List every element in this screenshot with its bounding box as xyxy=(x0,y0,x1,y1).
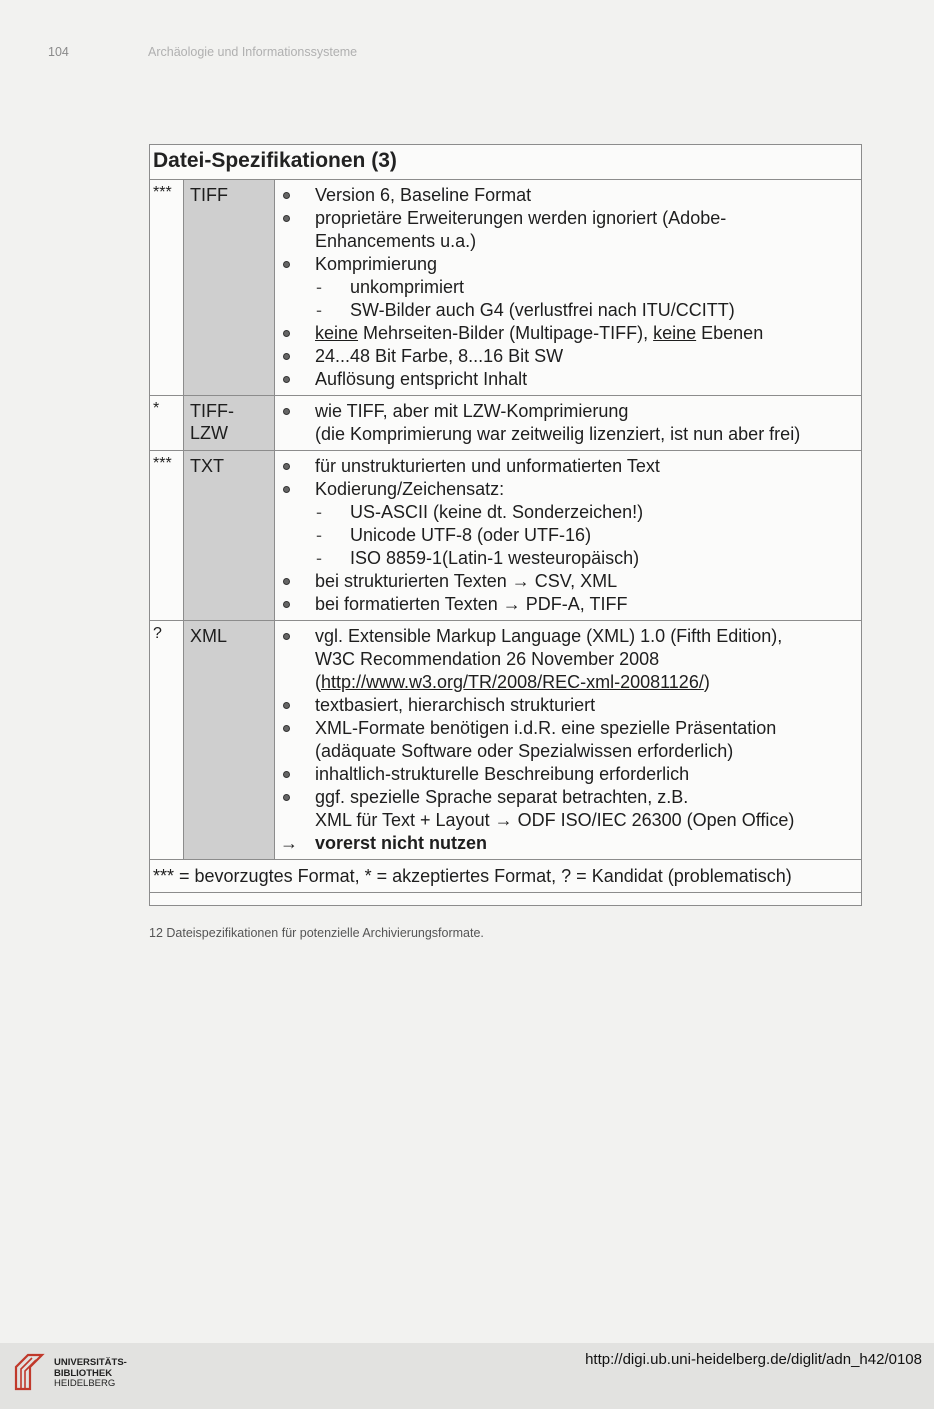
bullet-item xyxy=(275,345,861,368)
bullet-item xyxy=(275,184,861,207)
item-continuation xyxy=(275,740,861,763)
item-text: ) xyxy=(703,672,710,692)
bullet-item xyxy=(275,570,861,593)
item-text: Version 6, Baseline Format xyxy=(315,185,532,205)
bullet-item xyxy=(275,455,861,478)
item-text: Komprimierung xyxy=(315,254,438,274)
rating-cell: *** xyxy=(153,455,172,472)
spec-table xyxy=(149,144,862,906)
bullet-item xyxy=(275,786,861,809)
bullet-item xyxy=(275,717,861,740)
item-text: proprietäre Erweiterungen werden ignoriert (Adobe- xyxy=(315,208,727,228)
table-title: Datei-Spezifikationen (3) xyxy=(150,145,861,180)
description-cell xyxy=(275,180,861,395)
item-continuation xyxy=(275,230,861,253)
conclusion-item xyxy=(275,832,861,855)
rating-cell: * xyxy=(153,400,160,417)
bullet-item xyxy=(275,593,861,616)
item-text: XML-Formate benötigen i.d.R. eine spezielle Präsentation xyxy=(315,718,777,738)
page-number: 104 xyxy=(48,45,69,59)
item-text: (adäquate Software oder Spezialwissen erforderlich) xyxy=(315,741,734,761)
item-text: US-ASCII (keine dt. Sonderzeichen!) xyxy=(350,502,644,522)
sub-item xyxy=(275,276,861,299)
sub-item xyxy=(275,547,861,570)
bullet-item xyxy=(275,253,861,276)
item-continuation xyxy=(275,423,861,446)
item-text: textbasiert, hierarchisch strukturiert xyxy=(315,695,596,715)
bullet-item xyxy=(275,368,861,391)
item-text: Mehrseiten-Bilder (Multipage-TIFF), xyxy=(358,323,654,343)
rating-cell: ? xyxy=(153,625,162,642)
table-row xyxy=(150,451,861,621)
running-head xyxy=(48,45,358,59)
library-logo-icon xyxy=(8,1349,48,1395)
bullet-item xyxy=(275,694,861,717)
bullet-item xyxy=(275,400,861,423)
library-logo-text xyxy=(54,1358,127,1390)
logo-line-3: HEIDELBERG xyxy=(54,1378,116,1389)
item-text: Ebenen xyxy=(696,323,764,343)
description-cell xyxy=(275,451,861,620)
logo-line-1: UNIVERSITÄTS- xyxy=(54,1357,127,1368)
item-text: (die Komprimierung war zeitweilig lizenziert, ist nun aber frei) xyxy=(315,424,801,444)
description-cell xyxy=(275,621,861,859)
format-cell: TXT xyxy=(183,451,275,620)
item-text: vorerst nicht nutzen xyxy=(315,833,488,853)
item-continuation xyxy=(275,671,861,694)
sub-item xyxy=(275,299,861,322)
running-title: Archäologie und Informationssysteme xyxy=(148,45,358,59)
table-row xyxy=(150,396,861,451)
underlined-text[interactable]: http://www.w3.org/TR/2008/REC-xml-20081126/ xyxy=(321,672,704,692)
item-text: Auflösung entspricht Inhalt xyxy=(315,369,528,389)
item-text: Enhancements u.a.) xyxy=(315,231,477,251)
item-text: vgl. Extensible Markup Language (XML) 1.0 (Fifth Edition), xyxy=(315,626,783,646)
item-text: Unicode UTF-8 (oder UTF-16) xyxy=(350,525,592,545)
format-cell: XML xyxy=(183,621,275,859)
underlined-text: keine xyxy=(315,323,359,343)
sub-item xyxy=(275,524,861,547)
underlined-text: keine xyxy=(653,323,697,343)
bullet-item xyxy=(275,763,861,786)
item-text: bei formatierten Texten → PDF-A, TIFF xyxy=(315,594,628,614)
format-cell: TIFF xyxy=(183,180,275,395)
item-continuation xyxy=(275,809,861,832)
item-text: XML für Text + Layout → ODF ISO/IEC 26300 (Open Office) xyxy=(315,810,795,830)
item-text: für unstrukturierten und unformatierten Text xyxy=(315,456,660,476)
bullet-item xyxy=(275,322,861,345)
sub-item xyxy=(275,501,861,524)
table-empty-row xyxy=(150,893,861,905)
table-body xyxy=(150,180,861,860)
rating-cell: *** xyxy=(153,184,172,201)
table-row xyxy=(150,621,861,860)
item-text: unkomprimiert xyxy=(350,277,465,297)
item-text: ISO 8859-1(Latin-1 westeuropäisch) xyxy=(350,548,640,568)
bullet-item xyxy=(275,207,861,230)
item-text: bei strukturierten Texten → CSV, XML xyxy=(315,571,618,591)
item-text: W3C Recommendation 26 November 2008 xyxy=(315,649,660,669)
logo-line-2: BIBLIOTHEK xyxy=(54,1367,113,1379)
item-continuation xyxy=(275,648,861,671)
source-url-link[interactable]: http://digi.ub.uni-heidelberg.de/diglit/adn_h42/0108 xyxy=(585,1351,922,1368)
table-legend: *** = bevorzugtes Format, * = akzeptiertes Format, ? = Kandidat (problematisch) xyxy=(150,860,861,893)
description-cell xyxy=(275,396,861,450)
item-text: Kodierung/Zeichensatz: xyxy=(315,479,505,499)
item-text: wie TIFF, aber mit LZW-Komprimierung xyxy=(315,401,629,421)
arrow-icon: → xyxy=(280,833,298,853)
format-cell: TIFF- LZW xyxy=(183,396,275,450)
item-text: ggf. spezielle Sprache separat betrachten, z.B. xyxy=(315,787,689,807)
bullet-item xyxy=(275,625,861,648)
figure-caption: 12 Dateispezifikationen für potenzielle Archivierungsformate. xyxy=(149,926,484,940)
item-text: 24...48 Bit Farbe, 8...16 Bit SW xyxy=(315,346,564,366)
item-text: SW-Bilder auch G4 (verlustfrei nach ITU/CCITT) xyxy=(350,300,735,320)
footer-bar xyxy=(0,1343,934,1409)
item-text: inhaltlich-strukturelle Beschreibung erforderlich xyxy=(315,764,690,784)
bullet-item xyxy=(275,478,861,501)
item-text: ( xyxy=(315,672,321,692)
table-row xyxy=(150,180,861,396)
